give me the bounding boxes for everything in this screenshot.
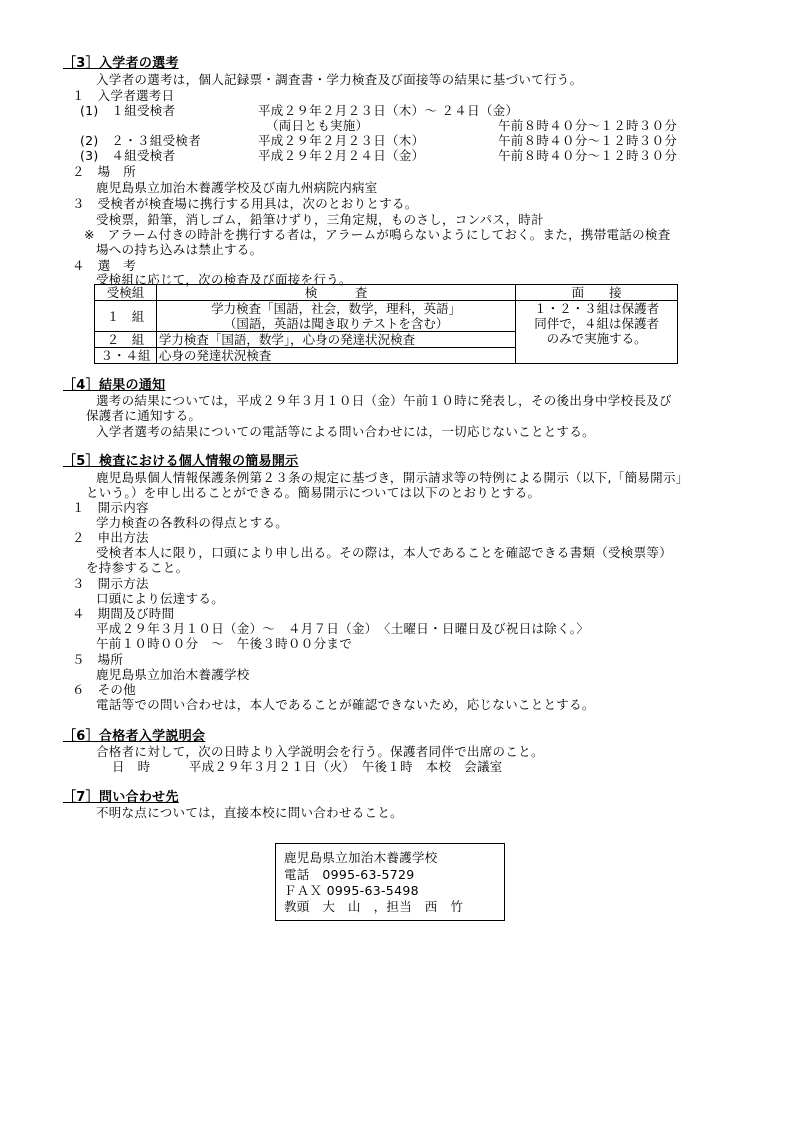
table-cell-interview <box>516 301 678 364</box>
section-4-heading: ［4］結果の通知 <box>63 378 166 393</box>
section-6-line2: 日 時 平成２９年３月２１日（火） 午後１時 本校 会議室 <box>112 759 503 774</box>
group1-date: 平成２９年２月２３日（木）～ ２４日（金） <box>258 103 519 118</box>
item-disclosure-method: ３ 開示方法 <box>72 576 149 591</box>
period-line2: 午前１０時００分 ～ 午後３時００分まで <box>96 636 353 651</box>
section-7-heading: ［7］問い合わせ先 <box>63 790 179 805</box>
selection-table <box>94 284 678 364</box>
exam1-line1: 学力検査「国語，社会，数学，理科，英語」 <box>211 301 462 316</box>
section-5-intro-line1: 鹿児島県個人情報保護条例第２３条の規定に基づき，開示請求等の特例による開示（以下,「簡易開示」 <box>96 470 689 485</box>
section-3-intro: 入学者の選考は，個人記録票・調査書・学力検査及び面接等の結果に基づいて行う。 <box>96 72 583 87</box>
section-5-intro-line2: という。）を申し出ることができる。簡易開示については以下のとおりとする。 <box>86 485 541 500</box>
section-6-heading: ［6］合格者入学説明会 <box>63 729 206 744</box>
group1-label: (1) １組受検者 <box>80 103 176 118</box>
item-period: ４ 期間及び時間 <box>72 606 175 621</box>
item-other: ６ その他 <box>72 682 137 697</box>
table-cell-group2: ２ 組 <box>95 332 157 348</box>
request-method-line1: 受検者本人に限り，口頭により申し出る。その際は，本人であることを確認できる書類（受検票等） <box>96 545 673 560</box>
contact-box <box>275 843 505 921</box>
section-4-line2: 保護者に通知する。 <box>86 408 202 423</box>
group23-time: 午前８時４０分～１２時３０分 <box>498 133 678 148</box>
group4-date: 平成２９年２月２４日（金） <box>258 148 425 163</box>
group23-label: (2) ２・３組受検者 <box>80 133 202 148</box>
group4-label: (3) ４組受検者 <box>80 148 176 163</box>
section-5-heading: ［5］検査における個人情報の簡易開示 <box>63 454 299 469</box>
interview-line1: １・２・３組は保護者 <box>534 301 660 316</box>
table-cell-exam34: 心身の発達状況検査 <box>156 348 515 364</box>
table-cell-exam1 <box>156 301 515 332</box>
contact-staff: 教頭 大 山 ，担当 西 竹 <box>284 899 464 914</box>
item-disclosure-content: １ 開示内容 <box>72 500 149 515</box>
other-text: 電話等での問い合わせは，本人であることが確認できないため，応じないこととする。 <box>96 697 595 712</box>
tools-text: 受検票，鉛筆，消しゴム，鉛筆けずり，三角定規，ものさし，コンパス，時計 <box>96 212 544 227</box>
section-3-heading: ［3］入学者の選考 <box>63 56 179 71</box>
table-row <box>95 301 678 332</box>
location-text: 鹿児島県立加治木養護学校 <box>96 667 250 682</box>
item-place: ２ 場 所 <box>72 164 137 179</box>
disclosure-method-text: 口頭により伝達する。 <box>96 591 225 606</box>
alarm-note-line1: ※ アラーム付きの時計を携行する者は，アラームが鳴らないようにしておく。また，携帯電話の検査 <box>84 227 671 242</box>
section-6-line1: 合格者に対して，次の日時より入学説明会を行う。保護者同伴で出席のこと。 <box>96 744 544 759</box>
section-7-line1: 不明な点については，直接本校に問い合わせること。 <box>96 805 403 820</box>
contact-tel: 電話 0995-63-5729 <box>284 867 415 882</box>
group1-note: （両日とも実施） <box>266 118 369 133</box>
item-request-method: ２ 申出方法 <box>72 530 149 545</box>
interview-line3: のみで実施する。 <box>546 331 647 346</box>
table-cell-group1: １ 組 <box>95 301 157 332</box>
section-4-line3: 入学者選考の結果についての電話等による問い合わせには，一切応じないこととする。 <box>96 424 595 439</box>
request-method-line2: を持参すること。 <box>86 560 189 575</box>
item-selection-date: １ 入学者選考日 <box>72 88 175 103</box>
item-tools: ３ 受検者が検査場に携行する用具は，次のとおりとする。 <box>72 196 418 211</box>
contact-fax: ＦＡＸ 0995-63-5498 <box>284 883 419 898</box>
item-selection: ４ 選 考 <box>72 258 137 273</box>
group4-time: 午前８時４０分～１２時３０分 <box>498 148 678 163</box>
interview-line2: 同伴で，４組は保護者 <box>534 316 659 331</box>
group23-date: 平成２９年２月２３日（木） <box>258 133 425 148</box>
group1-time: 午前８時４０分～１２時３０分 <box>498 118 678 133</box>
selection-text: 受検組に応じて，次の検査及び面接を行う。 <box>96 272 352 287</box>
contact-school: 鹿児島県立加治木養護学校 <box>284 850 438 865</box>
place-text: 鹿児島県立加治木養護学校及び南九州病院内病室 <box>96 180 378 195</box>
item-location: ５ 場所 <box>72 652 124 667</box>
table-header-interview: 面 接 <box>516 285 678 301</box>
alarm-note-line2: 場への持ち込みは禁止する。 <box>96 242 263 257</box>
table-header-group: 受検組 <box>95 285 157 301</box>
section-4-line1: 選考の結果については，平成２９年３月１０日（金）午前１０時に発表し，その後出身中学校長及び <box>96 393 672 408</box>
table-cell-group34: ３・４組 <box>95 348 157 364</box>
period-line1: 平成２９年３月１０日（金）～ ４月７日（金） 〈土曜日・日曜日及び祝日は除く。〉 <box>96 621 590 636</box>
table-header-row <box>95 285 678 301</box>
table-header-exam: 検 査 <box>156 285 515 301</box>
disclosure-content-text: 学力検査の各教科の得点とする。 <box>96 515 289 530</box>
exam1-line2: （国語，英語は聞き取りテストを含む） <box>223 316 449 331</box>
table-cell-exam2: 学力検査「国語，数学」，心身の発達状況検査 <box>156 332 515 348</box>
